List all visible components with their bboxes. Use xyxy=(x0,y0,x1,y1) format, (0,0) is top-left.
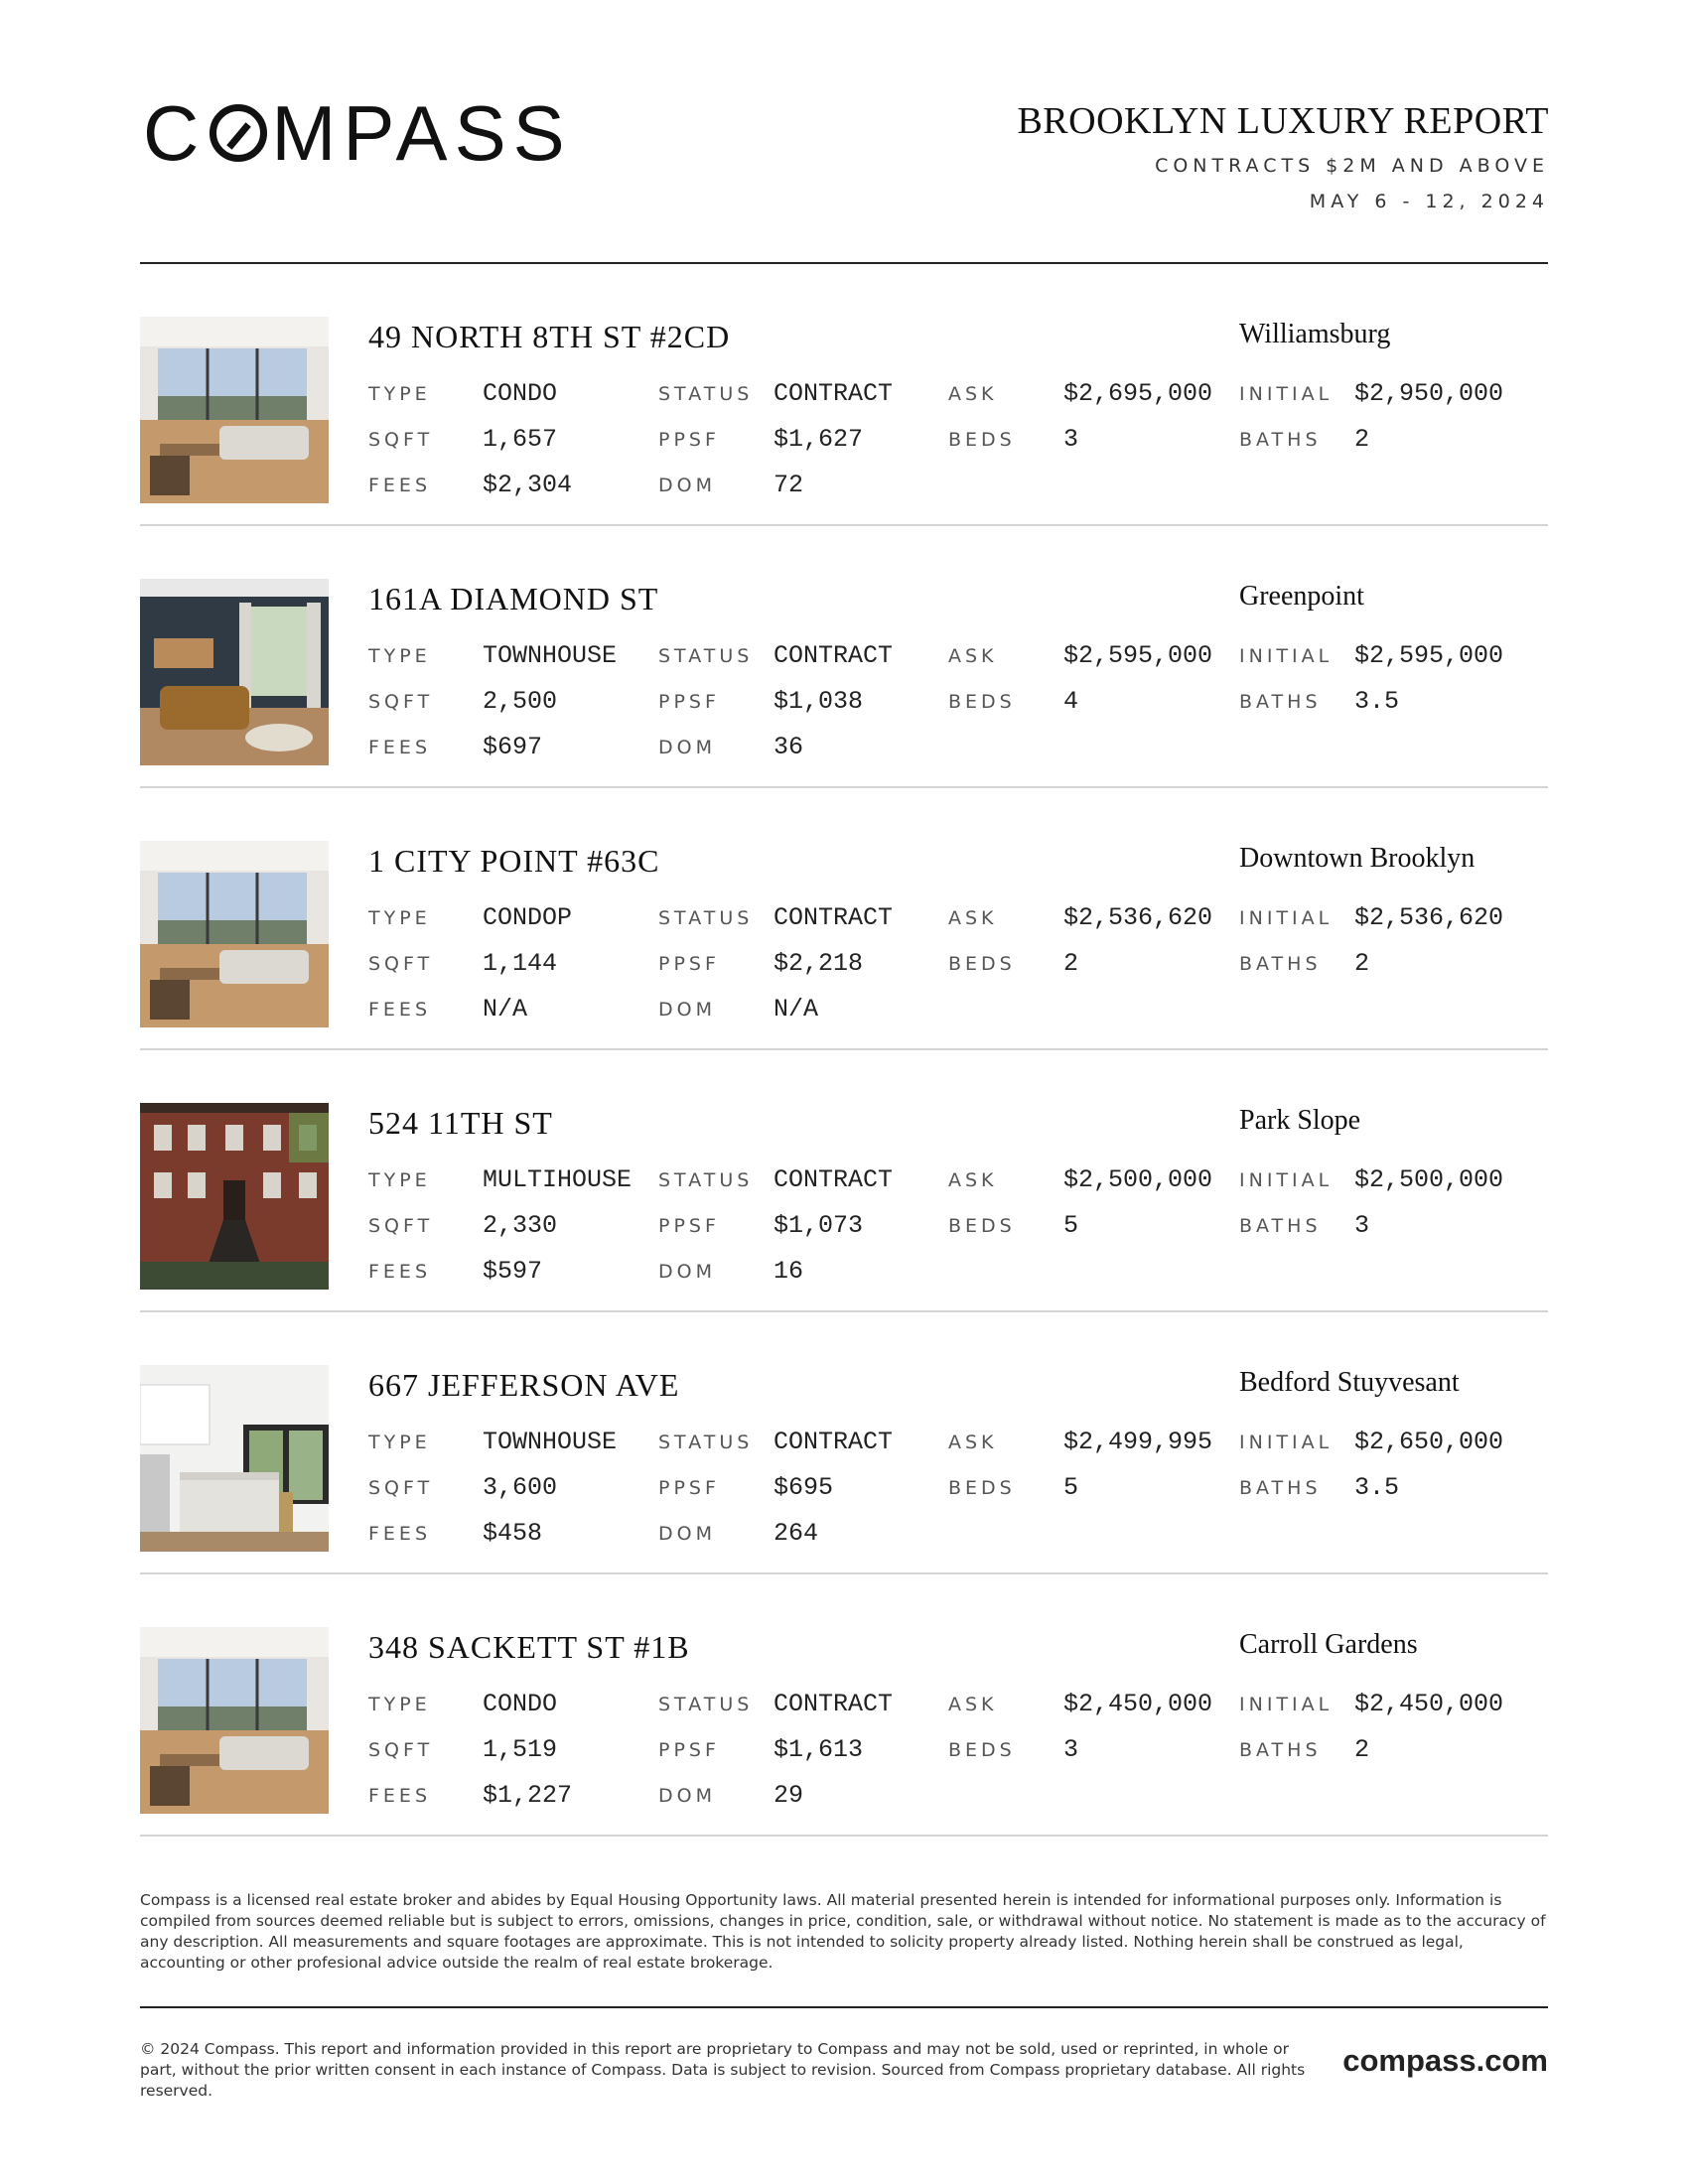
ask-label: ASK xyxy=(948,383,998,405)
dom-label: DOM xyxy=(658,1785,716,1807)
beds-value: 3 xyxy=(1063,1735,1079,1764)
report-subtitle: CONTRACTS $2M AND ABOVE xyxy=(1155,155,1549,177)
ppsf-value: $1,627 xyxy=(774,425,864,454)
beds-label: BEDS xyxy=(948,691,1016,713)
sqft-value: 3,600 xyxy=(483,1473,558,1502)
beds-label: BEDS xyxy=(948,1215,1016,1237)
listing-address[interactable]: 161A DIAMOND ST xyxy=(368,581,659,616)
copyright-text: © 2024 Compass. This report and information provided in this report are proprietary to Compass and may not be sold, used or reprinted, in whole or part, without the prior written consent in each instance of Compass. Data is subject to revision. Sourced from Compass proprietary database. All rights reserved. xyxy=(140,2040,1306,2100)
compass-logo-o-mark xyxy=(210,104,267,162)
status-label: STATUS xyxy=(658,383,754,405)
listing-neighborhood: Greenpoint xyxy=(1239,581,1364,612)
listing-row[interactable] xyxy=(140,1050,1548,1312)
baths-value: 2 xyxy=(1354,949,1370,978)
type-value: CONDO xyxy=(483,379,558,408)
type-label: TYPE xyxy=(368,1169,431,1191)
baths-value: 3.5 xyxy=(1354,1473,1400,1502)
baths-label: BATHS xyxy=(1239,691,1322,713)
fees-value: $697 xyxy=(483,733,543,761)
status-label: STATUS xyxy=(658,1694,754,1715)
ask-value: $2,450,000 xyxy=(1063,1690,1213,1718)
initial-value: $2,500,000 xyxy=(1354,1165,1504,1194)
listing-photo[interactable] xyxy=(140,579,329,765)
dom-label: DOM xyxy=(658,737,716,758)
listing-neighborhood: Bedford Stuyvesant xyxy=(1239,1367,1460,1398)
sqft-value: 2,330 xyxy=(483,1211,558,1240)
initial-label: INITIAL xyxy=(1239,1169,1334,1191)
sqft-value: 1,519 xyxy=(483,1735,558,1764)
beds-value: 4 xyxy=(1063,687,1079,716)
dom-label: DOM xyxy=(658,475,716,496)
ask-value: $2,695,000 xyxy=(1063,379,1213,408)
beds-label: BEDS xyxy=(948,1739,1016,1761)
baths-label: BATHS xyxy=(1239,429,1322,451)
fees-label: FEES xyxy=(368,1261,431,1283)
beds-value: 3 xyxy=(1063,425,1079,454)
initial-label: INITIAL xyxy=(1239,1694,1334,1715)
sqft-value: 1,144 xyxy=(483,949,558,978)
dom-label: DOM xyxy=(658,999,716,1021)
initial-label: INITIAL xyxy=(1239,645,1334,667)
status-label: STATUS xyxy=(658,907,754,929)
type-label: TYPE xyxy=(368,1432,431,1453)
ask-value: $2,595,000 xyxy=(1063,641,1213,670)
ask-value: $2,499,995 xyxy=(1063,1428,1213,1456)
type-value: TOWNHOUSE xyxy=(483,1428,618,1456)
initial-label: INITIAL xyxy=(1239,383,1334,405)
baths-value: 3 xyxy=(1354,1211,1370,1240)
status-label: STATUS xyxy=(658,645,754,667)
listing-neighborhood: Park Slope xyxy=(1239,1105,1361,1136)
beds-value: 5 xyxy=(1063,1211,1079,1240)
status-label: STATUS xyxy=(658,1432,754,1453)
sqft-label: SQFT xyxy=(368,691,434,713)
ppsf-value: $1,038 xyxy=(774,687,864,716)
listing-address[interactable]: 1 CITY POINT #63C xyxy=(368,843,660,879)
fees-value: $1,227 xyxy=(483,1781,573,1810)
status-value: CONTRACT xyxy=(774,903,894,932)
compass-logo: C MPASS xyxy=(143,88,572,177)
website-link[interactable]: compass.com xyxy=(1342,2043,1548,2078)
ppsf-value: $1,073 xyxy=(774,1211,864,1240)
listing-address[interactable]: 49 NORTH 8TH ST #2CD xyxy=(368,319,731,354)
ask-label: ASK xyxy=(948,645,998,667)
report-date-range: MAY 6 - 12, 2024 xyxy=(1309,191,1549,212)
listing-address[interactable]: 667 JEFFERSON AVE xyxy=(368,1367,680,1403)
sqft-label: SQFT xyxy=(368,1739,434,1761)
dom-value: 264 xyxy=(774,1519,819,1548)
baths-label: BATHS xyxy=(1239,1739,1322,1761)
baths-value: 2 xyxy=(1354,425,1370,454)
initial-label: INITIAL xyxy=(1239,1432,1334,1453)
listing-neighborhood: Downtown Brooklyn xyxy=(1239,843,1476,874)
type-value: TOWNHOUSE xyxy=(483,641,618,670)
type-label: TYPE xyxy=(368,645,431,667)
initial-value: $2,650,000 xyxy=(1354,1428,1504,1456)
ask-label: ASK xyxy=(948,1694,998,1715)
baths-label: BATHS xyxy=(1239,1477,1322,1499)
fees-value: $597 xyxy=(483,1257,543,1286)
fees-label: FEES xyxy=(368,999,431,1021)
beds-label: BEDS xyxy=(948,1477,1016,1499)
fees-value: N/A xyxy=(483,995,528,1024)
ask-label: ASK xyxy=(948,1169,998,1191)
baths-value: 2 xyxy=(1354,1735,1370,1764)
type-label: TYPE xyxy=(368,907,431,929)
dom-label: DOM xyxy=(658,1261,716,1283)
listing-row[interactable] xyxy=(140,1312,1548,1574)
sqft-label: SQFT xyxy=(368,429,434,451)
type-label: TYPE xyxy=(368,1694,431,1715)
listing-address[interactable]: 524 11TH ST xyxy=(368,1105,553,1141)
sqft-label: SQFT xyxy=(368,953,434,975)
type-value: CONDOP xyxy=(483,903,573,932)
dom-value: 29 xyxy=(774,1781,804,1810)
status-value: CONTRACT xyxy=(774,641,894,670)
status-value: CONTRACT xyxy=(774,1428,894,1456)
status-value: CONTRACT xyxy=(774,379,894,408)
initial-value: $2,595,000 xyxy=(1354,641,1504,670)
listing-photo[interactable] xyxy=(140,1627,329,1814)
listing-address[interactable]: 348 SACKETT ST #1B xyxy=(368,1629,690,1665)
status-value: CONTRACT xyxy=(774,1690,894,1718)
status-label: STATUS xyxy=(658,1169,754,1191)
ppsf-label: PPSF xyxy=(658,1739,720,1761)
sqft-value: 1,657 xyxy=(483,425,558,454)
ppsf-label: PPSF xyxy=(658,691,720,713)
fees-label: FEES xyxy=(368,1785,431,1807)
listing-row[interactable] xyxy=(140,788,1548,1050)
fees-label: FEES xyxy=(368,737,431,758)
ppsf-value: $2,218 xyxy=(774,949,864,978)
ppsf-label: PPSF xyxy=(658,953,720,975)
listing-photo[interactable] xyxy=(140,841,329,1027)
dom-value: N/A xyxy=(774,995,819,1024)
ask-label: ASK xyxy=(948,1432,998,1453)
ppsf-value: $1,613 xyxy=(774,1735,864,1764)
fees-value: $458 xyxy=(483,1519,543,1548)
report-title: BROOKLYN LUXURY REPORT xyxy=(1017,100,1549,142)
fees-value: $2,304 xyxy=(483,471,573,499)
ppsf-label: PPSF xyxy=(658,1477,720,1499)
listing-row[interactable] xyxy=(140,526,1548,788)
listing-neighborhood: Williamsburg xyxy=(1239,319,1391,349)
initial-value: $2,536,620 xyxy=(1354,903,1504,932)
disclaimer-text: Compass is a licensed real estate broker and abides by Equal Housing Opportunity laws. All material presented herein is intended for informational purposes only. Information is compiled from sources deemed reliable but is subject to errors, omissions, changes in price, condition, sale, or withdrawal without notice. No statement is made as to the accuracy of any description. All measurements and square footages are approximate. This is not intended to solicity property already listed. Nothing herein shall be construed as legal, accounting or other profesional advice outside the realm of real estate brokerage. xyxy=(140,1891,1546,1972)
initial-label: INITIAL xyxy=(1239,907,1334,929)
beds-label: BEDS xyxy=(948,429,1016,451)
ask-value: $2,500,000 xyxy=(1063,1165,1213,1194)
ppsf-label: PPSF xyxy=(658,429,720,451)
baths-value: 3.5 xyxy=(1354,687,1400,716)
baths-label: BATHS xyxy=(1239,1215,1322,1237)
ppsf-value: $695 xyxy=(774,1473,834,1502)
fees-label: FEES xyxy=(368,1523,431,1545)
listing-photo[interactable] xyxy=(140,317,329,503)
initial-value: $2,450,000 xyxy=(1354,1690,1504,1718)
type-value: MULTIHOUSE xyxy=(483,1165,633,1194)
ask-value: $2,536,620 xyxy=(1063,903,1213,932)
type-label: TYPE xyxy=(368,383,431,405)
beds-label: BEDS xyxy=(948,953,1016,975)
ppsf-label: PPSF xyxy=(658,1215,720,1237)
sqft-label: SQFT xyxy=(368,1477,434,1499)
listing-row[interactable] xyxy=(140,264,1548,526)
listing-neighborhood: Carroll Gardens xyxy=(1239,1629,1418,1660)
fees-label: FEES xyxy=(368,475,431,496)
sqft-label: SQFT xyxy=(368,1215,434,1237)
ask-label: ASK xyxy=(948,907,998,929)
beds-value: 2 xyxy=(1063,949,1079,978)
listing-divider xyxy=(140,1835,1548,1837)
listing-row[interactable] xyxy=(140,1574,1548,1837)
dom-label: DOM xyxy=(658,1523,716,1545)
dom-value: 16 xyxy=(774,1257,804,1286)
footer-divider xyxy=(140,2006,1548,2008)
listing-photo[interactable] xyxy=(140,1103,329,1290)
initial-value: $2,950,000 xyxy=(1354,379,1504,408)
listing-photo[interactable] xyxy=(140,1365,329,1552)
dom-value: 36 xyxy=(774,733,804,761)
sqft-value: 2,500 xyxy=(483,687,558,716)
baths-label: BATHS xyxy=(1239,953,1322,975)
status-value: CONTRACT xyxy=(774,1165,894,1194)
dom-value: 72 xyxy=(774,471,804,499)
beds-value: 5 xyxy=(1063,1473,1079,1502)
type-value: CONDO xyxy=(483,1690,558,1718)
